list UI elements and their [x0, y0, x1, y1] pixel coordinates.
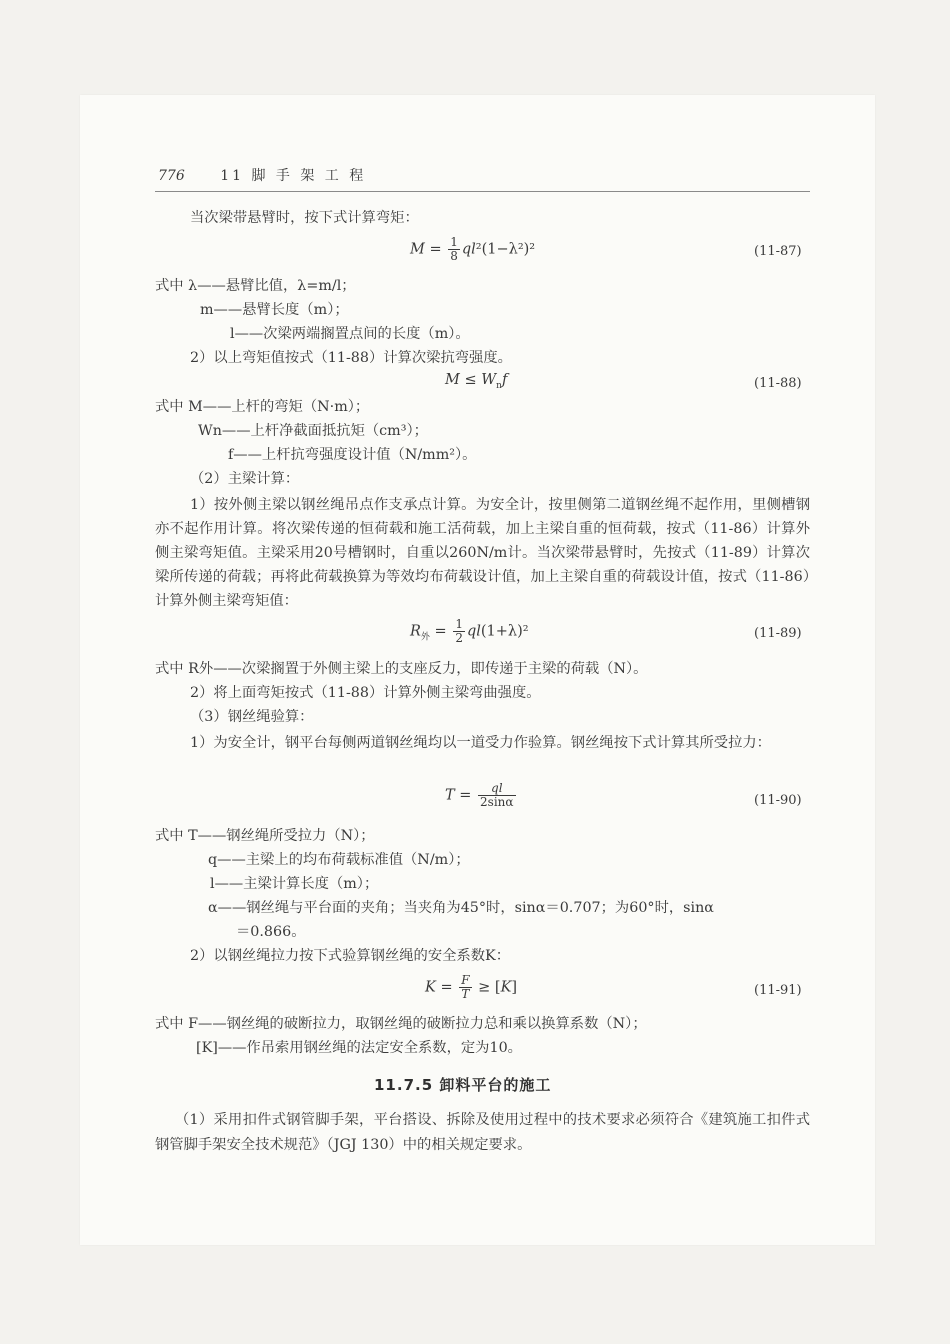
where-F: 式中 F——钢丝绳的破断拉力，取钢丝绳的破断拉力总和乘以换算系数（N）；	[155, 1016, 647, 1032]
where-Wn: Wn——上杆净截面抵抗矩（cm³）；	[198, 423, 428, 439]
where-m: m——悬臂长度（m）；	[200, 302, 349, 318]
where-alpha-cont: ＝0.866。	[236, 924, 306, 940]
where-alpha: α——钢丝绳与平台面的夹角；当夹角为45°时，sinα＝0.707；为60°时，sinα	[208, 900, 714, 916]
equation-11-87: M = $\frac{1}{8}$ ql²(1−λ²)²	[410, 235, 536, 263]
text-line: 2）将上面弯矩按式（11-88）计算外侧主梁弯曲强度。	[190, 685, 541, 701]
where-lambda: 式中 λ——悬臂比值，λ=m/l；	[155, 278, 356, 294]
paragraph: 1）按外侧主梁以钢丝绳吊点作支承点计算。为安全计，按里侧第二道钢丝绳不起作用，里侧槽钢亦不起作用计算。将次梁传递的恒荷载和施工活荷载，加上主梁自重的恒荷载，按式（11-86）计算外侧主梁弯矩值。主梁采用20号槽钢时，自重以260N/m计。当次梁带悬臂时，先按式（11-89）计算次梁所传递的荷载；再将此荷载换算为等效均布荷载设计值，加上主梁自重的荷载设计值，按式（11-86）计算外侧主梁弯矩值：	[155, 497, 810, 609]
equation-11-91: K = $\frac{F}{T}$ ≥ [K]	[425, 973, 518, 1001]
text-line: 2）以上弯矩值按式（11-88）计算次梁抗弯强度。	[190, 350, 512, 366]
page-number: 776	[158, 168, 185, 184]
equation-number: (11-90)	[754, 793, 802, 808]
equation-number: (11-91)	[754, 983, 802, 998]
text-line: （3）钢丝绳验算：	[190, 709, 314, 725]
where-R: 式中 R外——次梁搁置于外侧主梁上的支座反力，即传递于主梁的荷载（N）。	[155, 661, 648, 677]
where-q: q——主梁上的均布荷载标准值（N/m）；	[208, 852, 470, 868]
where-M: 式中 M——上杆的弯矩（N·m）；	[155, 399, 370, 415]
where-f: f——上杆抗弯强度设计值（N/mm²）。	[228, 447, 477, 463]
running-header	[158, 165, 366, 185]
text-line: 2）以钢丝绳拉力按下式验算钢丝绳的安全系数K：	[190, 948, 511, 964]
paragraph: 1）为安全计，钢平台每侧两道钢丝绳均以一道受力作验算。钢丝绳按下式计算其所受拉力：	[190, 735, 771, 751]
equation-11-90: T = $\frac{ql}{2\sin\alpha}$	[445, 781, 514, 809]
paragraph: （1）采用扣件式钢管脚手架，平台搭设、拆除及使用过程中的技术要求必须符合《建筑施工扣件式钢管脚手架安全技术规范》（JGJ 130）中的相关规定要求。	[155, 1112, 810, 1153]
where-l2: l——主梁计算长度（m）；	[210, 876, 379, 892]
text-line: 当次梁带悬臂时，按下式计算弯矩：	[190, 210, 419, 226]
equation-11-89: $R_外$ = $\frac{1}{2}$ ql(1+λ)²	[410, 617, 529, 645]
equation-11-88: $M \le W_nf$	[445, 372, 508, 391]
section-heading: 11.7.5 卸料平台的施工	[374, 1076, 552, 1094]
equation-number: (11-87)	[754, 244, 802, 259]
equation-number: (11-89)	[754, 626, 802, 641]
where-l: l——次梁两端搁置点间的长度（m）。	[230, 326, 470, 342]
header-rule	[155, 191, 810, 192]
text-line: （2）主梁计算：	[190, 471, 300, 487]
where-K: [K]——作吊索用钢丝绳的法定安全系数，定为10。	[196, 1040, 522, 1056]
chapter-title: 11 脚 手 架 工 程	[220, 168, 367, 184]
equation-number: (11-88)	[754, 376, 802, 391]
where-T: 式中 T——钢丝绳所受拉力（N）；	[155, 828, 375, 844]
